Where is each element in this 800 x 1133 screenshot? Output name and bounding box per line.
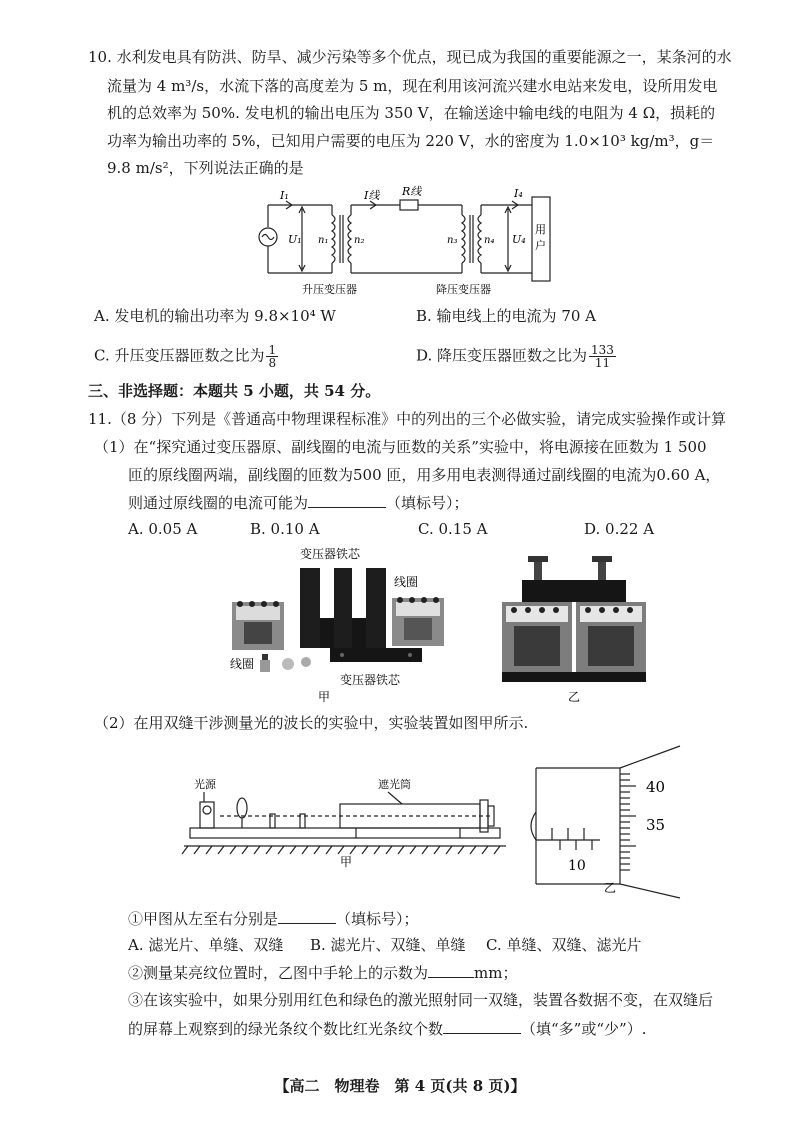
- answer-blank-4[interactable]: [443, 1017, 521, 1034]
- q11-part1-line-3-text: 则通过原线圈的电流可能为: [128, 494, 309, 512]
- coil-right-icon: [392, 597, 444, 646]
- section-3-heading: 三、非选择题：本题共 5 小题，共 54 分。: [88, 382, 381, 400]
- q11-sub2: [128, 961, 517, 984]
- q11-part1-suffix: （填标号）；: [386, 494, 469, 512]
- label-I-line: I线: [364, 189, 380, 202]
- q10-option-c: [94, 344, 278, 369]
- q11-sub1: [128, 907, 419, 930]
- q11-sub1-option-a: A. 滤光片、单缝、双缝: [128, 936, 284, 954]
- label-U1: U₁: [288, 233, 302, 246]
- q11-sub2-suffix: mm；: [474, 964, 518, 982]
- q11-sub3-suffix: （填“多”或“少”）.: [521, 1020, 647, 1038]
- q10-option-b: B. 输电线上的电流为 70 A: [416, 307, 597, 325]
- q11-part2-intro: （2）在用双缝干涉测量光的波长的实验中，实验装置如图甲所示.: [94, 714, 529, 732]
- page-footer: 【高二 物理卷 第 4 页(共 8 页)】: [274, 1077, 526, 1095]
- transmission-circuit-diagram: [250, 185, 560, 295]
- label-coil-right: 线圈: [394, 575, 419, 589]
- u-core-icon: [300, 568, 386, 648]
- q10-option-c-fraction: [266, 344, 278, 369]
- label-U4: U₄: [512, 233, 526, 246]
- q11-intro: 11.（8 分）下列是《普通高中物理课程标准》中的列出的三个必做实验，请完成实验操作或计算: [88, 410, 727, 428]
- label-core-top: 变压器铁芯: [300, 547, 361, 561]
- q10-option-a: A. 发电机的输出功率为 9.8×10⁴ W: [94, 307, 336, 325]
- label-n4: n₄: [484, 235, 495, 246]
- label-I4: I₄: [514, 187, 523, 200]
- q10-line-4: 功率为输出功率的 5%，已知用户需要的电压为 220 V，水的密度为 1.0×10³ kg/m³，g＝: [107, 132, 715, 150]
- label-light-tube: 遮光筒: [378, 778, 411, 791]
- q10-option-d: [416, 344, 616, 369]
- q11-sub1-option-b: B. 滤光片、双缝、单缝: [310, 936, 466, 954]
- label-I1: I₁: [280, 189, 289, 202]
- q11-sub1-option-c: C. 单缝、双缝、滤光片: [486, 936, 642, 954]
- label-light-source: 光源: [194, 778, 216, 791]
- q11-part1-option-b: B. 0.10 A: [250, 520, 320, 538]
- q11-part1-line-2: 匝的原线圈两端，副线圈的匝数为500 匝，用多用电表测得通过副线圈的电流为0.60 A，: [128, 466, 721, 484]
- q11-sub1-text: ①甲图从左至右分别是: [128, 910, 279, 928]
- q10-line-3: 机的总效率为 50%. 发电机的输出电压为 350 V，在输送途中输电线的电阻为 4 Ω，损耗的: [107, 104, 716, 122]
- label-core-bottom: 变压器铁芯: [340, 673, 401, 687]
- q10-line-2: 流量为 4 m³/s，水流下落的高度差为 5 m，现在利用该河流兴建水电站来发电，设所用发电: [107, 77, 718, 95]
- answer-blank-3[interactable]: [428, 961, 474, 978]
- q11-part1-option-a: A. 0.05 A: [128, 520, 198, 538]
- label-user-1: 用: [535, 223, 546, 236]
- caption-yi-2: 乙: [604, 881, 617, 895]
- answer-blank-2[interactable]: [278, 907, 336, 924]
- q11-sub1-suffix: （填标号）；: [336, 910, 419, 928]
- fraction-denominator: 11: [594, 356, 611, 370]
- transformer-parts-figure: [222, 544, 682, 706]
- label-user-2: 户: [535, 239, 546, 252]
- fraction-numerator: 133: [591, 343, 614, 357]
- q10-line-1: 10. 水利发电具有防洪、防旱、减少污染等多个优点，现已成为我国的重要能源之一，某条河的水: [88, 48, 732, 66]
- thimble-scale-40: 40: [646, 778, 666, 796]
- caption-yi-1: 乙: [568, 690, 581, 704]
- coil-left-icon: [232, 601, 284, 650]
- assembled-transformer-icon: [502, 556, 646, 682]
- q11-sub3-line-2: [128, 1017, 646, 1040]
- q11-part1-option-c: C. 0.15 A: [418, 520, 488, 538]
- fraction-numerator: 1: [268, 343, 277, 357]
- q11-part1-line-3: [128, 491, 469, 514]
- fraction-denominator: 8: [268, 356, 277, 370]
- q11-sub3-line-2-text: 的屏幕上观察到的绿光条纹个数比红光条纹个数: [128, 1020, 444, 1038]
- q11-part1-option-d: D. 0.22 A: [584, 520, 655, 538]
- caption-jia-1: 甲: [318, 690, 331, 704]
- label-coil-left: 线圈: [230, 657, 255, 671]
- label-n3: n₃: [447, 235, 458, 246]
- label-step-down: 降压变压器: [436, 283, 491, 295]
- q10-option-c-text: C. 升压变压器匝数之比为: [94, 346, 265, 365]
- q11-sub2-text: ②测量某亮纹位置时，乙图中手轮上的示数为: [128, 964, 429, 982]
- label-step-up: 升压变压器: [302, 283, 357, 295]
- q10-option-d-fraction: [589, 344, 616, 369]
- q11-part1-line-1: （1）在“探究通过变压器原、副线圈的电流与匝数的关系”实验中，将电源接在匝数为 1 500: [94, 438, 707, 456]
- answer-blank-1[interactable]: [308, 491, 386, 508]
- q10-option-d-text: D. 降压变压器匝数之比为: [416, 346, 588, 365]
- double-slit-apparatus-figure: [180, 742, 700, 900]
- q10-line-5: 9.8 m/s²，下列说法正确的是: [107, 159, 304, 177]
- sleeve-scale-10: 10: [568, 858, 586, 874]
- q11-sub3-line-1: ③在该实验中，如果分别用红色和绿色的激光照射同一双缝，装置各数据不变，在双缝后: [128, 991, 714, 1009]
- label-R-line: R线: [402, 185, 422, 198]
- label-n1: n₁: [318, 235, 329, 246]
- label-n2: n₂: [354, 235, 365, 246]
- thimble-scale-35: 35: [646, 816, 666, 834]
- caption-jia-2: 甲: [340, 855, 353, 869]
